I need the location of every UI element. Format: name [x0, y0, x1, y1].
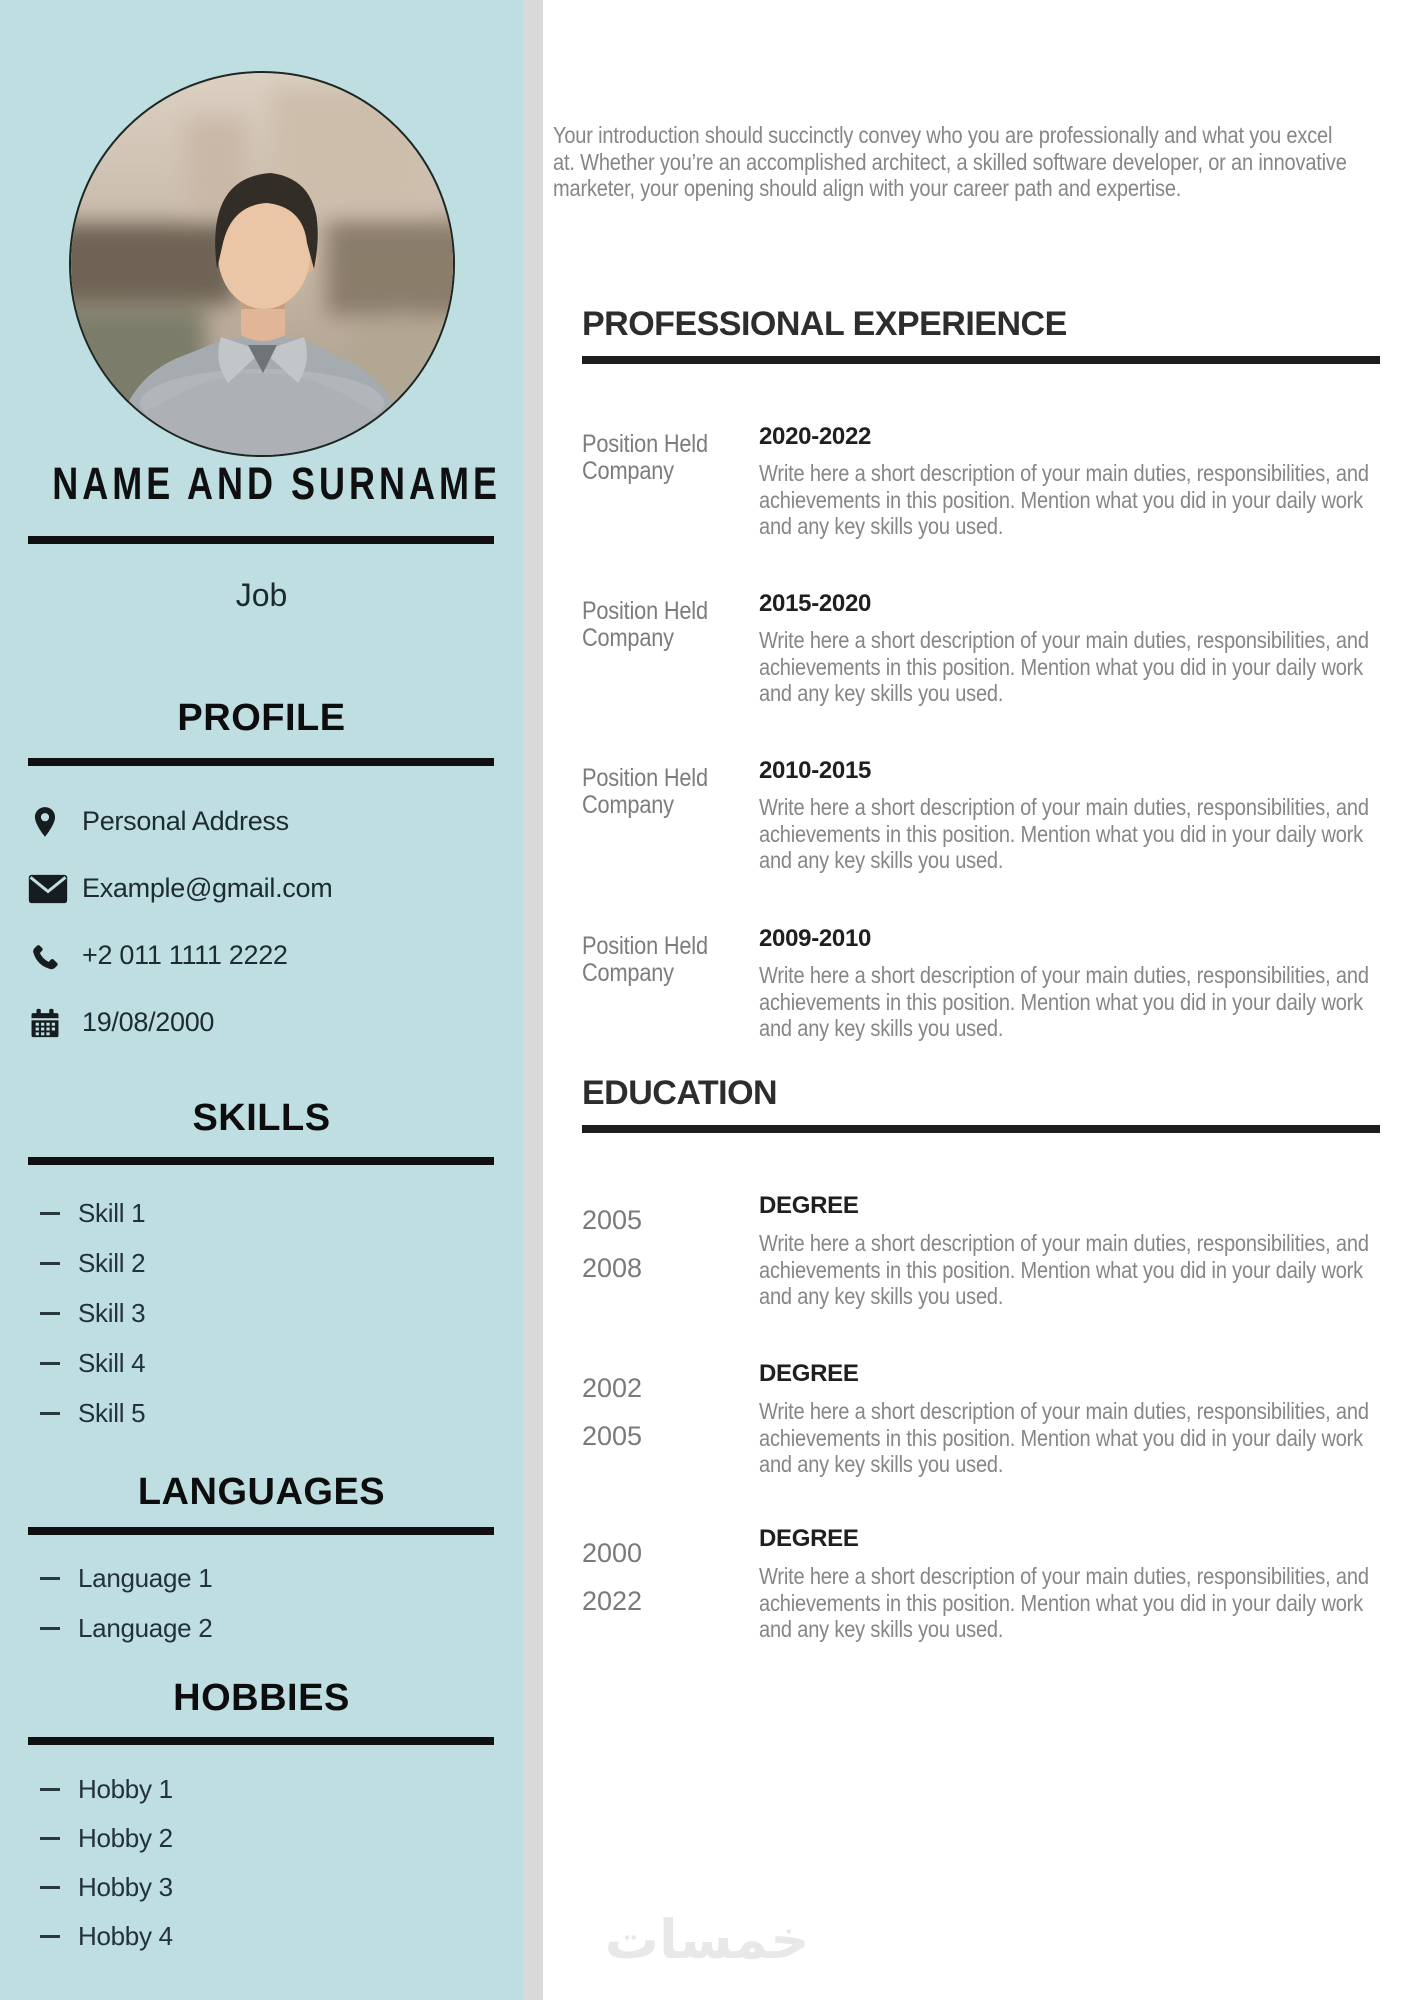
contact-label: 19/08/2000 [82, 1007, 215, 1037]
contact-label: +2 011 1111 2222 [82, 940, 288, 970]
hobbies-heading: HOBBIES [173, 1677, 350, 1719]
experience-description: Write here a short description of your main duties, responsibilities, and achievements in this position. Mention what you did in your daily work and any key skills you used. [759, 794, 1369, 873]
khamsat-watermark: خمسات [604, 1908, 810, 1971]
experience-period: 2020-2022 [759, 423, 872, 450]
profile-heading: PROFILE [177, 697, 346, 739]
experience-description: Write here a short description of your main duties, responsibilities, and achievements in this position. Mention what you did in your daily work and any key skills you used. [759, 962, 1369, 1041]
skill-label: Skill 3 [78, 1297, 146, 1328]
language-label: Language 2 [78, 1612, 213, 1643]
experience-divider [582, 356, 1380, 364]
skill-label: Skill 2 [78, 1247, 146, 1278]
experience-period: 2010-2015 [759, 757, 872, 784]
position-label: Position Held [582, 764, 708, 792]
languages-heading: LANGUAGES [137, 1471, 386, 1513]
education-end-year: 2008 [582, 1253, 643, 1283]
experience-period: 2009-2010 [759, 925, 872, 952]
skill-label: Skill 1 [78, 1197, 146, 1228]
education-heading: EDUCATION [582, 1074, 778, 1112]
company-label: Company [582, 790, 674, 819]
language-label: Language 1 [78, 1562, 213, 1593]
education-start-year: 2002 [582, 1373, 643, 1403]
contact-label: Personal Address [82, 806, 289, 836]
education-entry [582, 1193, 1414, 1338]
education-description: Write here a short description of your main duties, responsibilities, and achievements in this position. Mention what you did in your daily work and any key skills you used. [759, 1398, 1369, 1477]
experience-period: 2015-2020 [759, 590, 872, 617]
intro-paragraph: Your introduction should succinctly convey who you are professionally and what you excel at. Whether you’re an accomplished architect, a skilled software developer, or an innovative marketer, your opening should align with your career path and expertise. [553, 122, 1347, 201]
degree-label: DEGREE [759, 1192, 859, 1219]
hobby-label: Hobby 2 [78, 1823, 173, 1853]
education-description: Write here a short description of your main duties, responsibilities, and achievements in this position. Mention what you did in your daily work and any key skills you used. [759, 1230, 1369, 1309]
skill-label: Skill 4 [78, 1347, 146, 1378]
company-label: Company [582, 623, 674, 652]
entry-labels [582, 598, 708, 651]
entry-labels [582, 765, 708, 818]
education-description: Write here a short description of your main duties, responsibilities, and achievements in this position. Mention what you did in your daily work and any key skills you used. [759, 1563, 1369, 1642]
experience-entry [582, 926, 1414, 1071]
entry-labels [582, 431, 708, 484]
skill-label: Skill 5 [78, 1397, 146, 1428]
degree-label: DEGREE [759, 1525, 859, 1552]
position-label: Position Held [582, 932, 708, 960]
education-divider [582, 1125, 1380, 1133]
experience-description: Write here a short description of your main duties, responsibilities, and achievements in this position. Mention what you did in your daily work and any key skills you used. [759, 627, 1369, 706]
contact-label: Example@gmail.com [82, 873, 333, 903]
hobby-label: Hobby 3 [78, 1872, 173, 1902]
experience-entry [582, 424, 1414, 569]
experience-entry [582, 591, 1414, 736]
education-end-year: 2005 [582, 1421, 643, 1451]
education-entry [582, 1361, 1414, 1506]
position-label: Position Held [582, 597, 708, 625]
education-end-year: 2022 [582, 1586, 643, 1616]
experience-heading: PROFESSIONAL EXPERIENCE [582, 305, 1067, 343]
company-label: Company [582, 958, 674, 987]
education-entry [582, 1526, 1414, 1671]
job-title: Job [235, 577, 288, 613]
entry-labels [582, 933, 708, 986]
skills-heading: SKILLS [192, 1097, 331, 1139]
education-start-year: 2005 [582, 1205, 643, 1235]
education-start-year: 2000 [582, 1538, 643, 1568]
experience-entry [582, 758, 1414, 903]
name-heading: NAME AND SURNAME [52, 458, 501, 509]
experience-description: Write here a short description of your main duties, responsibilities, and achievements in this position. Mention what you did in your daily work and any key skills you used. [759, 460, 1369, 539]
hobby-label: Hobby 1 [78, 1774, 173, 1804]
hobby-label: Hobby 4 [78, 1921, 173, 1951]
degree-label: DEGREE [759, 1360, 859, 1387]
position-label: Position Held [582, 430, 708, 458]
company-label: Company [582, 456, 674, 485]
